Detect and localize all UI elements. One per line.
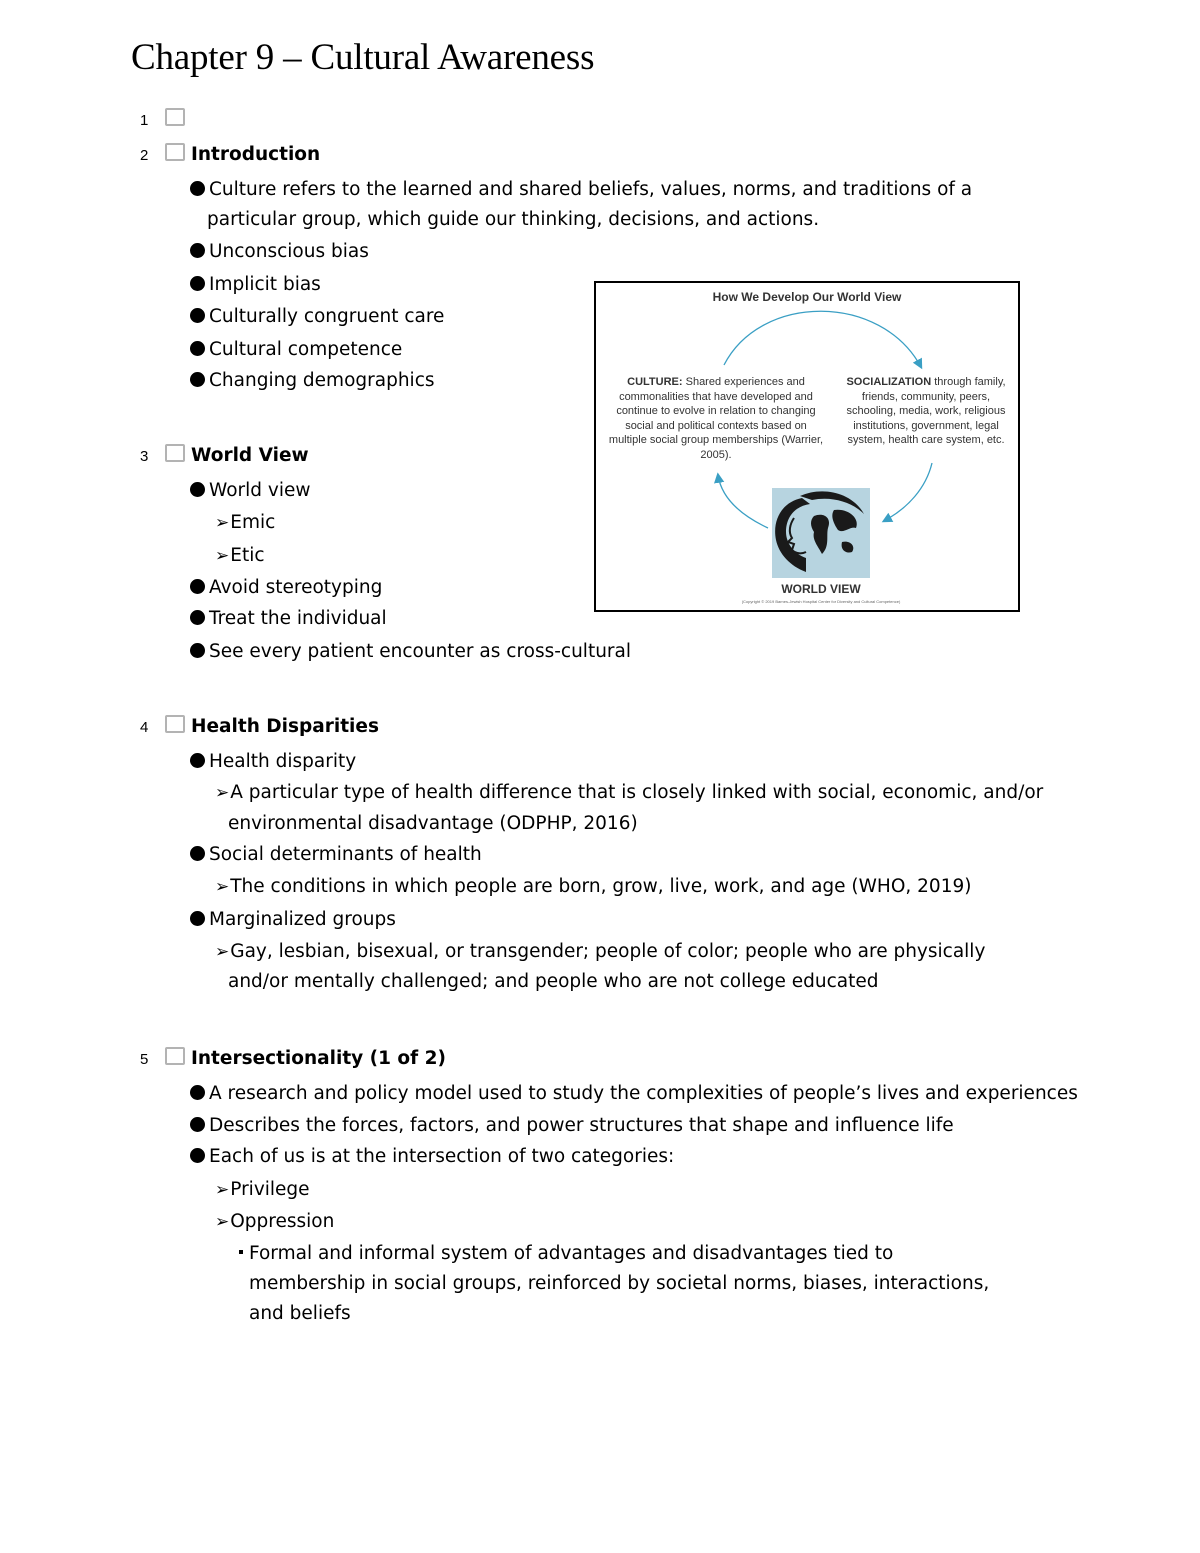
slide-checkbox[interactable] <box>165 715 185 733</box>
world-view-label: WORLD VIEW <box>781 582 861 596</box>
slide-checkbox[interactable] <box>165 444 185 462</box>
continent-africa <box>811 515 829 554</box>
slide-heading: Health Disparities <box>191 716 379 737</box>
bullet-item: Avoid stereotyping <box>190 577 382 599</box>
sub-sub-bullet-continuation: membership in social groups, reinforced by societal norms, biases, interactions, <box>249 1273 990 1294</box>
bullet-item: Culturally congruent care <box>190 306 444 328</box>
arrow-bullet-icon: ➢ <box>215 1180 230 1200</box>
bullet-dot-icon <box>190 243 205 258</box>
bullet-dot-icon <box>190 579 205 594</box>
world-view-diagram <box>594 281 1020 612</box>
hair-swirl <box>800 491 864 514</box>
arrow-socialization-to-worldview <box>884 463 932 521</box>
bullet-item: Marginalized groups <box>190 909 396 931</box>
culture-description: CULTURE: Shared experiences and commonalities that have developed and continue to evolve in relation to changing social and political contexts based on multiple social group memberships (Warrier, 2005). <box>608 376 824 461</box>
bullet-item: Implicit bias <box>190 274 321 296</box>
sub-bullet-item: ➢Etic <box>215 545 265 566</box>
sub-bullet-item: ➢Privilege <box>215 1179 310 1200</box>
sub-bullet-continuation: environmental disadvantage (ODPHP, 2016) <box>228 813 638 834</box>
arrow-bullet-icon: ➢ <box>215 546 230 566</box>
continent-asia <box>832 510 856 531</box>
bullet-dot-icon <box>190 1085 205 1100</box>
slide-heading: Intersectionality (1 of 2) <box>191 1048 446 1069</box>
socialization-description: SOCIALIZATION through family, friends, community, peers, schooling, media, work, religious institutions, government, legal system, health care system, etc. <box>846 376 1006 446</box>
globe-head-image <box>772 488 870 578</box>
sub-sub-bullet-continuation: and beliefs <box>249 1303 351 1324</box>
slide-checkbox[interactable] <box>165 108 185 126</box>
slide-number: 5 <box>140 1051 149 1068</box>
slide-heading: World View <box>191 445 309 466</box>
bullet-dot-icon <box>190 846 205 861</box>
slide-checkbox[interactable] <box>165 143 185 161</box>
bullet-dot-icon <box>190 482 205 497</box>
bullet-item: Each of us is at the intersection of two categories: <box>190 1146 674 1168</box>
bullet-item: A research and policy model used to study the complexities of people’s lives and experiences <box>190 1083 1078 1105</box>
bullet-dot-icon <box>190 911 205 926</box>
bullet-dot-icon <box>190 610 205 625</box>
slide-number: 2 <box>140 147 149 164</box>
bullet-item: Culture refers to the learned and shared beliefs, values, norms, and traditions of a <box>190 179 972 201</box>
copyright-note: (Copyright © 2019 Barnes-Jewish Hospital Center for Diversity and Cultural Competence) <box>741 599 901 604</box>
bullet-dot-icon <box>190 753 205 768</box>
arrow-bullet-icon: ➢ <box>215 877 230 897</box>
continent-australia <box>842 542 854 553</box>
arrow-bullet-icon: ➢ <box>215 513 230 533</box>
arrow-worldview-to-culture <box>718 475 768 528</box>
page-title: Chapter 9 – Cultural Awareness <box>131 37 595 78</box>
diagram-title: How We Develop Our World View <box>712 290 902 304</box>
sub-bullet-item: ➢Oppression <box>215 1211 335 1232</box>
bullet-dot-icon <box>190 341 205 356</box>
slide-number: 4 <box>140 719 149 736</box>
sub-bullet-continuation: and/or mentally challenged; and people who are not college educated <box>228 971 879 992</box>
bullet-dot-icon <box>190 1117 205 1132</box>
sub-bullet-item: ➢Gay, lesbian, bisexual, or transgender; people of color; people who are physically <box>215 941 986 962</box>
arrow-bullet-icon: ➢ <box>215 942 230 962</box>
slide-number: 1 <box>140 112 149 129</box>
bullet-dot-icon <box>190 372 205 387</box>
bullet-item: Treat the individual <box>190 608 387 630</box>
bullet-dot-icon <box>190 181 205 196</box>
slide-number: 3 <box>140 448 149 465</box>
arrow-bullet-icon: ➢ <box>215 1212 230 1232</box>
sub-bullet-item: ➢A particular type of health difference that is closely linked with social, economic, and/or <box>215 782 1044 803</box>
arrow-culture-to-socialization <box>724 311 921 367</box>
sub-sub-bullet-item: Formal and informal system of advantages and disadvantages tied to <box>239 1243 893 1265</box>
sub-bullet-item: ➢The conditions in which people are born, grow, live, work, and age (WHO, 2019) <box>215 876 972 897</box>
bullet-item: See every patient encounter as cross-cultural <box>190 641 631 663</box>
bullet-item: World view <box>190 480 311 502</box>
slide-checkbox[interactable] <box>165 1047 185 1065</box>
bullet-item: Describes the forces, factors, and power structures that shape and influence life <box>190 1115 954 1137</box>
bullet-item: Unconscious bias <box>190 241 369 263</box>
bullet-dot-icon <box>190 308 205 323</box>
square-bullet-icon <box>239 1250 243 1254</box>
bullet-continuation: particular group, which guide our thinking, decisions, and actions. <box>207 209 820 230</box>
bullet-dot-icon <box>190 1148 205 1163</box>
slide-heading: Introduction <box>191 144 321 165</box>
bullet-item: Cultural competence <box>190 339 402 361</box>
bullet-item: Changing demographics <box>190 370 435 392</box>
bullet-item: Health disparity <box>190 751 356 773</box>
bullet-dot-icon <box>190 643 205 658</box>
sub-bullet-item: ➢Emic <box>215 512 276 533</box>
bullet-dot-icon <box>190 276 205 291</box>
bullet-item: Social determinants of health <box>190 844 482 866</box>
arrow-bullet-icon: ➢ <box>215 783 230 803</box>
head-silhouette <box>775 498 810 572</box>
